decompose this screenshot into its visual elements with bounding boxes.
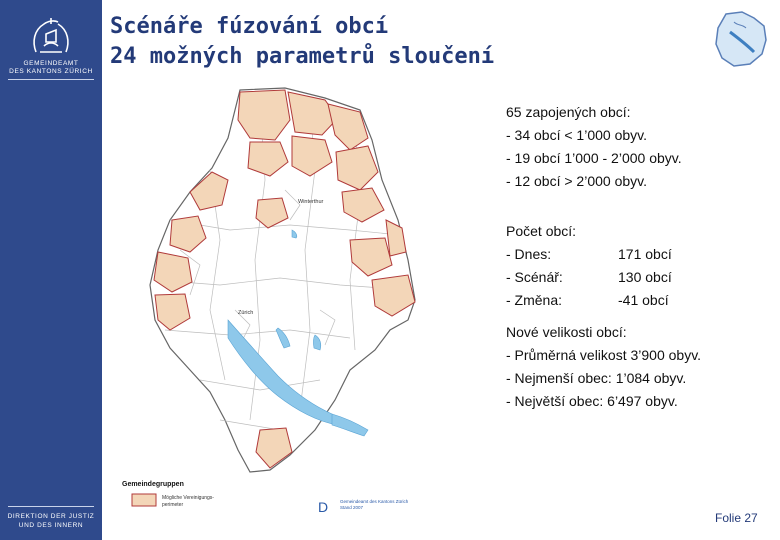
info-line: - Průměrná velikost 3’900 obyv.	[506, 347, 702, 363]
info-row	[506, 243, 672, 266]
info-line: - Největší obec: 6’497 obyv.	[506, 393, 678, 409]
org-line-2: DES KANTONS ZÜRICH	[9, 68, 93, 75]
info-heading: Nové velikosti obcí:	[506, 324, 627, 340]
map-legend	[122, 481, 409, 515]
info-row-label: - Scénář:	[506, 269, 563, 285]
info-row	[506, 266, 672, 289]
info-row-value: 171 obcí	[618, 246, 672, 262]
legend-item-line-2: perimeter	[162, 502, 184, 508]
slide-title-line-1: Scénáře fúzování obcí	[110, 14, 389, 39]
org-line-2: UND DES INNERN	[18, 522, 84, 529]
legend-swatch	[132, 494, 156, 506]
org-name-top	[2, 60, 100, 76]
map-label-winterthur: Winterthur	[298, 199, 324, 205]
canton-crest-icon	[22, 12, 80, 60]
org-name-bottom	[2, 512, 100, 530]
info-row-label: - Změna:	[506, 292, 563, 308]
canton-map-logo-icon	[708, 8, 772, 70]
slide-title	[110, 12, 670, 72]
info-block-participating	[506, 101, 682, 193]
legend-title: Gemeindegruppen	[122, 481, 184, 488]
info-block-count	[506, 220, 672, 312]
info-row-value: -41 obcí	[618, 292, 669, 308]
perimeter-east-3	[386, 220, 406, 256]
info-row-label: - Dnes:	[506, 246, 552, 262]
org-line-1: DIREKTION DER JUSTIZ	[7, 513, 95, 520]
info-line: - Nejmenší obec: 1’084 obyv.	[506, 370, 687, 386]
sidebar-divider-bottom	[8, 506, 94, 507]
info-heading: 65 zapojených obcí:	[506, 104, 631, 120]
slide-title-line-2: 24 možných parametrů sloučení	[110, 44, 495, 69]
map-label-zurich: Zürich	[238, 310, 254, 316]
info-block-sizes	[506, 321, 701, 413]
info-row	[506, 289, 672, 312]
info-line: - 34 obcí < 1’000 obyv.	[506, 127, 647, 143]
info-line: - 12 obcí > 2’000 obyv.	[506, 173, 647, 189]
map-source-line-2: Stand 2007	[340, 505, 364, 510]
map-source-line-1: Gemeindeamt des Kantons Zürich	[340, 499, 409, 504]
info-row-value: 130 obcí	[618, 269, 672, 285]
sidebar-divider-top	[8, 79, 94, 80]
info-heading: Počet obcí:	[506, 223, 577, 239]
lake-zurich-upper	[332, 414, 368, 436]
info-line: - 19 obcí 1’000 - 2’000 obyv.	[506, 150, 682, 166]
legend-item-line-1: Mögliche Vereinigungs-	[162, 495, 214, 501]
slide-number: Folie 27	[715, 511, 758, 525]
sidebar	[0, 0, 102, 540]
org-line-1: GEMEINDEAMT	[23, 60, 79, 67]
municipality-map	[110, 80, 505, 520]
legend-letter: D	[318, 499, 329, 515]
